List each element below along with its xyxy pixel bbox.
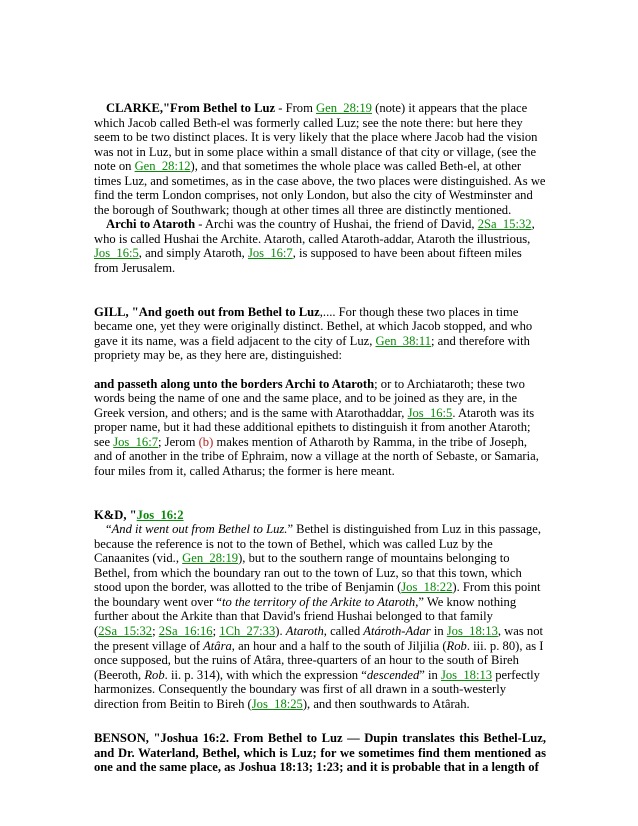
- text-run: Ataroth: [285, 623, 324, 638]
- text-run: Archi to Ataroth: [106, 217, 196, 232]
- text-run: ), and that sometimes the whole place was called Beth-el, at other times Luz, and sometimes, as in the case above, the two places were distinguished. As we find the term London comprises, not only London, but also the city of Westminster and the borough of Southwark; though at other times all three are distinctly mentioned.: [94, 159, 546, 217]
- text-run: ,.... For though these two places in time became one, yet they were originally distinct. Bethel, at which Jacob stopped, and who gave it its name, was a field adjacent to the city of Luz,: [94, 304, 533, 348]
- scripture-link[interactable]: 1Ch_27:33: [219, 623, 276, 638]
- text-run: , called: [323, 623, 364, 638]
- text-run: descended: [366, 667, 420, 682]
- text-run: Rob: [446, 638, 467, 653]
- text-run: , was not the present village of: [94, 623, 543, 653]
- gill-commentary: [94, 305, 546, 363]
- scripture-link[interactable]: Jos_16:2: [136, 507, 184, 522]
- text-run: . iii. p. 80), as I once supposed, but the ruins of Atâra, three-quarters of an hour to the south of Bireh (Beeroth,: [94, 638, 544, 682]
- scripture-link[interactable]: Gen_28:19: [182, 551, 239, 566]
- text-run: GILL, "And goeth out from Bethel to Luz: [94, 304, 320, 319]
- scripture-link[interactable]: Jos_16:7: [247, 246, 293, 261]
- scripture-link[interactable]: Jos_16:7: [113, 434, 159, 449]
- scripture-link[interactable]: 2Sa_16:16: [158, 623, 213, 638]
- gill-archi-commentary: [94, 377, 546, 479]
- text-run: , is supposed to have been about fifteen miles from Jerusalem.: [94, 246, 522, 276]
- text-run: in: [430, 623, 447, 638]
- document-page: [94, 101, 546, 775]
- text-run: , an hour and a half to the south of Jiljilia (: [231, 638, 447, 653]
- section-spacer: [94, 479, 546, 508]
- text-run: (note) it appears that the place which Jacob called Beth-el was formerly called Luz; see the note there: but here they seem to be two distinct places. It is very likely that the place where Jacob had the vision was not in Luz, but in some place within a small distance of that city or village, (see the note on: [94, 101, 538, 174]
- text-run: - Archi was the country of Hushai, the friend of David,: [195, 217, 478, 232]
- scripture-link[interactable]: Jos_18:22: [401, 580, 453, 595]
- text-run: ).: [275, 623, 286, 638]
- text-run: CLARKE,"From Bethel to Luz: [106, 101, 276, 115]
- footnote-ref: (b): [198, 434, 214, 449]
- text-run: makes mention of Atharoth by Ramma, in the tribe of Joseph, and of another in the tribe of Ephraim, now a village at the north of Sebaste, or Samaria, four miles from it, called Atharus; the former is here meant.: [94, 434, 539, 479]
- scripture-link[interactable]: Jos_18:13: [440, 667, 493, 682]
- text-run: “: [106, 522, 112, 537]
- text-run: , who is called Hushai the Archite. Ataroth, called Ataroth-addar, Ataroth the illustrious,: [94, 217, 535, 246]
- text-run: K&D, ": [94, 507, 137, 522]
- text-run: to the territory of the Arkite to Ataroth: [222, 594, 416, 609]
- text-run: ,” We know nothing further about the Arkite than that David's friend Hushai belonged to that family (: [94, 594, 517, 638]
- text-run: And it went out from Bethel to Luz.: [111, 522, 288, 537]
- text-run: Atároth-Adar: [363, 623, 431, 638]
- scripture-link[interactable]: Jos_16:5: [94, 246, 139, 261]
- text-run: ; or to Archiataroth; these two words being the name of one and the same place, and to be joined as they are, in the Greek version, and others; and is the same with Atarothaddar,: [94, 376, 525, 420]
- clarke-commentary: [94, 101, 546, 217]
- text-run: . ii. p. 314), with which the expression “: [164, 667, 367, 682]
- scripture-link[interactable]: 2Sa_15:32: [98, 623, 153, 638]
- text-run: ), and then southwards to Atârah.: [302, 696, 470, 711]
- text-run: - From: [275, 101, 317, 115]
- section-spacer: [94, 363, 546, 377]
- scripture-link[interactable]: Jos_18:25: [251, 696, 303, 711]
- text-run: , and simply Ataroth,: [138, 246, 248, 261]
- text-run: ;: [212, 623, 220, 638]
- text-run: Atâra: [203, 638, 232, 653]
- text-run: ;: [152, 623, 159, 638]
- kd-heading: [94, 508, 546, 523]
- text-run: . Ataroth was its proper name, but it had these additional epithets to distinguish it from another Ataroth; see: [94, 405, 535, 449]
- scripture-link[interactable]: Gen_38:11: [375, 333, 432, 348]
- scripture-link[interactable]: Jos_18:13: [446, 623, 498, 638]
- section-spacer: [94, 276, 546, 305]
- text-run: ” Bethel is distinguished from Luz in this passage, because the reference is not to the town of Bethel, which was called Luz by the Canaanites (vid.,: [94, 522, 542, 566]
- scripture-link[interactable]: Jos_16:5: [407, 405, 453, 420]
- text-run: ” in: [419, 667, 441, 682]
- scripture-link[interactable]: 2Sa_15:32: [477, 217, 532, 232]
- text-run: ; Jerom: [158, 434, 199, 449]
- text-run: BENSON, "Joshua 16:2. From Bethel to Luz — Dupin translates this Bethel-Luz, and Dr. Waterland, Bethel, which is Luz; for we sometimes find them mentioned as one and the same place, as Joshua 18:13; 1:23; and it is probable that in a length of: [94, 731, 546, 775]
- kd-commentary: [94, 522, 546, 711]
- clarke-archi-commentary: [94, 217, 546, 275]
- text-run: ; and therefore with propriety may be, as they here are, distinguished:: [94, 333, 530, 363]
- benson-commentary: [94, 731, 546, 775]
- text-run: and passeth along unto the borders Archi to Ataroth: [94, 376, 375, 391]
- text-run: Rob: [144, 667, 165, 682]
- text-run: perfectly harmonizes. Consequently the boundary was first of all drawn in a south-westerly direction from Beitin to Bireh (: [94, 667, 540, 711]
- text-run: ). From this point the boundary went over “: [94, 580, 541, 609]
- section-spacer: [94, 711, 546, 731]
- text-run: ), but to the southern range of mountains belonging to Bethel, from which the boundary ran out to the town of Luz, so that this town, which stood upon the border, was allotted to the tribe of Benjamin (: [94, 551, 522, 595]
- scripture-link[interactable]: Gen_28:19: [316, 101, 372, 115]
- scripture-link[interactable]: Gen_28:12: [134, 159, 191, 174]
